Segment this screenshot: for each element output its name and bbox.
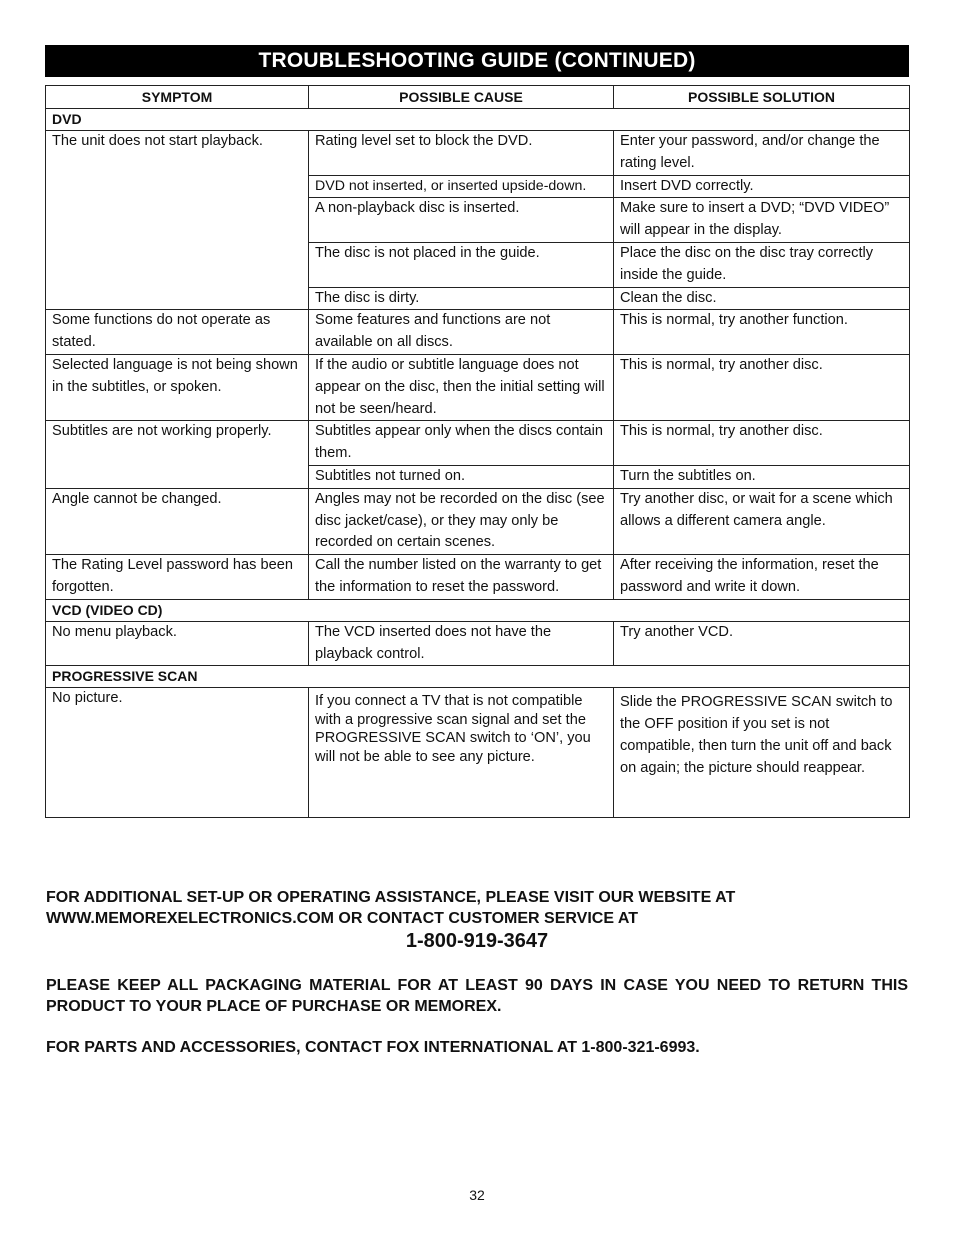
cause-cell: Subtitles appear only when the discs contain them. bbox=[309, 421, 614, 466]
table-row bbox=[46, 310, 910, 355]
symptom-cell: No menu playback. bbox=[46, 621, 309, 666]
solution-cell: Make sure to insert a DVD; “DVD VIDEO” will appear in the display. bbox=[614, 198, 910, 243]
page-title: TROUBLESHOOTING GUIDE (CONTINUED) bbox=[45, 45, 909, 77]
packaging-notice: PLEASE KEEP ALL PACKAGING MATERIAL FOR AT LEAST 90 DAYS IN CASE YOU NEED TO RETURN THIS PRODUCT TO YOUR PLACE OF PURCHASE OR MEMOREX. bbox=[46, 977, 908, 1015]
cause-cell: Call the number listed on the warranty to get the information to reset the password. bbox=[309, 555, 614, 600]
customer-service-phone: 1-800-919-3647 bbox=[405, 930, 549, 952]
page-number: 32 bbox=[469, 1187, 485, 1203]
symptom-cell: Subtitles are not working properly. bbox=[46, 421, 309, 488]
table-row bbox=[46, 354, 910, 420]
cause-cell: If the audio or subtitle language does not appear on the disc, then the initial setting will not be seen/heard. bbox=[309, 354, 614, 420]
header-symptom: SYMPTOM bbox=[46, 86, 309, 109]
cause-cell: Subtitles not turned on. bbox=[309, 465, 614, 488]
cause-cell: If you connect a TV that is not compatible with a progressive scan signal and set the PROGRESSIVE SCAN switch to ‘ON’, you will not be able to see any picture. bbox=[309, 688, 614, 818]
section-row-progressive-scan bbox=[46, 666, 910, 688]
solution-cell: Turn the subtitles on. bbox=[614, 465, 910, 488]
table-row bbox=[46, 421, 910, 466]
cause-cell: DVD not inserted, or inserted upside-down. bbox=[309, 175, 614, 198]
symptom-cell: No picture. bbox=[46, 688, 309, 818]
table-header-row bbox=[46, 86, 910, 109]
table-row bbox=[46, 688, 910, 818]
parts-notice: FOR PARTS AND ACCESSORIES, CONTACT FOX INTERNATIONAL AT 1-800-321-6993. bbox=[46, 1039, 700, 1056]
header-solution: POSSIBLE SOLUTION bbox=[614, 86, 910, 109]
troubleshooting-table bbox=[45, 85, 910, 818]
solution-cell: Insert DVD correctly. bbox=[614, 175, 910, 198]
table-row bbox=[46, 621, 910, 666]
symptom-cell: Selected language is not being shown in the subtitles, or spoken. bbox=[46, 354, 309, 420]
assistance-text: FOR ADDITIONAL SET-UP OR OPERATING ASSISTANCE, PLEASE VISIT OUR WEBSITE AT WWW.MEMOREXELECTRONICS.COM OR CONTACT CUSTOMER SERVICE AT bbox=[46, 889, 736, 927]
solution-cell: This is normal, try another disc. bbox=[614, 421, 910, 466]
cause-cell: Some features and functions are not available on all discs. bbox=[309, 310, 614, 355]
solution-cell: This is normal, try another disc. bbox=[614, 354, 910, 420]
assistance-notice bbox=[46, 887, 908, 953]
symptom-cell: Angle cannot be changed. bbox=[46, 488, 309, 554]
section-row-vcd bbox=[46, 599, 910, 621]
solution-cell: This is normal, try another function. bbox=[614, 310, 910, 355]
section-row-dvd bbox=[46, 109, 910, 131]
symptom-cell: The Rating Level password has been forgotten. bbox=[46, 555, 309, 600]
header-cause: POSSIBLE CAUSE bbox=[309, 86, 614, 109]
table-row bbox=[46, 555, 910, 600]
table-row bbox=[46, 488, 910, 554]
symptom-cell: The unit does not start playback. bbox=[46, 131, 309, 310]
section-label-dvd: DVD bbox=[46, 109, 910, 131]
solution-cell: Slide the PROGRESSIVE SCAN switch to the OFF position if you set is not compatible, then turn the unit off and back on again; the picture should reappear. bbox=[614, 688, 910, 818]
section-label-vcd: VCD (VIDEO CD) bbox=[46, 599, 910, 621]
solution-cell: Enter your password, and/or change the rating level. bbox=[614, 131, 910, 176]
solution-cell: Place the disc on the disc tray correctly inside the guide. bbox=[614, 242, 910, 287]
cause-cell: The VCD inserted does not have the playback control. bbox=[309, 621, 614, 666]
solution-cell: After receiving the information, reset the password and write it down. bbox=[614, 555, 910, 600]
cause-cell: Angles may not be recorded on the disc (see disc jacket/case), or they may only be recorded on certain scenes. bbox=[309, 488, 614, 554]
cause-cell: Rating level set to block the DVD. bbox=[309, 131, 614, 176]
section-label-progressive-scan: PROGRESSIVE SCAN bbox=[46, 666, 910, 688]
symptom-cell: Some functions do not operate as stated. bbox=[46, 310, 309, 355]
table-row bbox=[46, 131, 910, 176]
solution-cell: Try another disc, or wait for a scene which allows a different camera angle. bbox=[614, 488, 910, 554]
cause-cell: The disc is dirty. bbox=[309, 287, 614, 310]
cause-cell: The disc is not placed in the guide. bbox=[309, 242, 614, 287]
cause-cell: A non-playback disc is inserted. bbox=[309, 198, 614, 243]
solution-cell: Clean the disc. bbox=[614, 287, 910, 310]
solution-cell: Try another VCD. bbox=[614, 621, 910, 666]
